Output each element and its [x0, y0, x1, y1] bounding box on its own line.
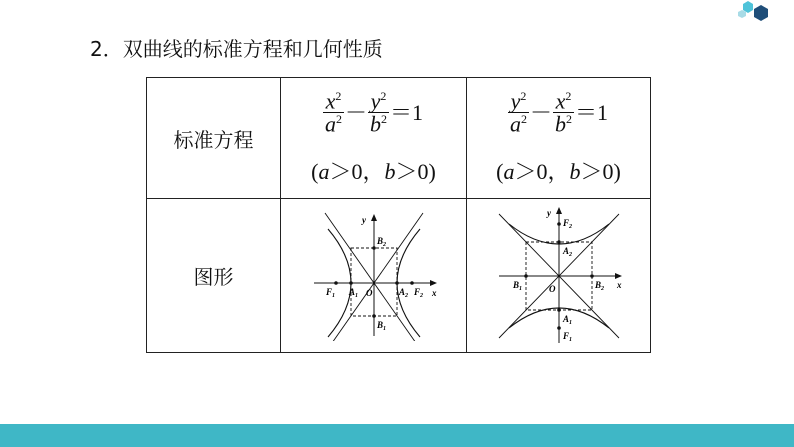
label-a2: $A_2$	[562, 245, 572, 258]
table-row	[147, 199, 651, 353]
hexagon-logo-icon	[735, 0, 775, 26]
label-x: x	[616, 279, 621, 290]
row-label-standard-equation: 标准方程	[147, 78, 281, 199]
graph-cell-1	[281, 199, 467, 353]
label-y: y	[546, 207, 551, 218]
label-y: y	[361, 214, 366, 225]
label-f2: $F_2$	[413, 286, 423, 299]
label-x: x	[431, 287, 436, 298]
hyperbola-y-axis-graph	[489, 206, 629, 346]
row-label-graph: 图形	[147, 199, 281, 353]
label-f1: $F_1$	[562, 330, 572, 343]
equation-x-axis: $\frac{x^2}{a^2}$ － $\frac{y^2}{b^2}$ ＝1	[324, 88, 424, 137]
label-b1: $B_1$	[512, 279, 522, 292]
condition-text: (a＞0，b＞0)	[496, 159, 621, 185]
table-row	[147, 78, 651, 199]
label-b2: $B_2$	[376, 235, 386, 248]
label-f1: $F_1$	[325, 286, 335, 299]
bottom-accent-bar	[0, 424, 794, 447]
hyperbola-x-axis-graph	[304, 211, 444, 341]
label-b2: $B_2$	[594, 279, 604, 292]
label-f2: $F_2$	[562, 217, 572, 230]
label-a1: $A_1$	[348, 286, 358, 299]
section-heading: 2．双曲线的标准方程和几何性质	[90, 37, 383, 61]
hyperbola-properties-table	[146, 77, 651, 353]
label-origin: O	[365, 287, 372, 298]
label-a1: $A_1$	[562, 313, 572, 326]
label-origin: O	[548, 283, 555, 294]
label-a2: $A_2$	[398, 286, 408, 299]
label-b1: $B_1$	[376, 319, 386, 332]
equation-y-axis: $\frac{y^2}{a^2}$ － $\frac{x^2}{b^2}$ ＝1	[509, 88, 609, 137]
equation-cell-2	[467, 78, 651, 199]
graph-cell-2	[467, 199, 651, 353]
equation-cell-1	[281, 78, 467, 199]
condition-text: (a＞0，b＞0)	[311, 159, 436, 185]
